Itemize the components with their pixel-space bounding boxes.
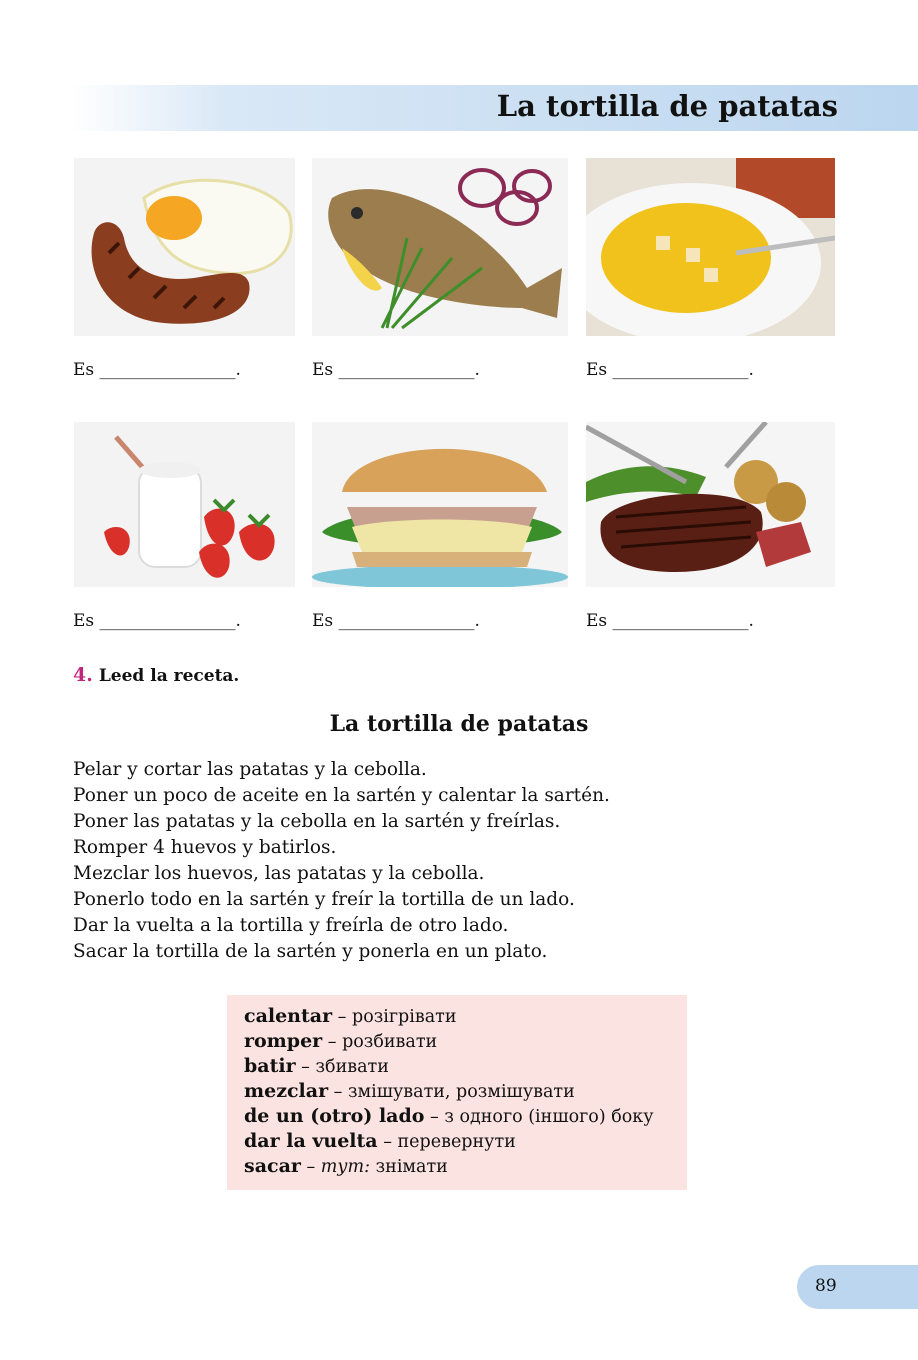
vocabulary-box xyxy=(227,995,687,1190)
recipe-step: Ponerlo todo en la sartén y freír la tortilla de un lado. xyxy=(73,889,575,910)
page-title: La tortilla de patatas xyxy=(496,89,838,123)
recipe-step: Mezclar los huevos, las patatas y la cebolla. xyxy=(73,863,485,884)
answer-blank[interactable]: ________________ xyxy=(612,611,749,631)
recipe-step: Poner un poco de aceite en la sartén y calentar la sartén. xyxy=(73,785,610,806)
soup-bowl-photo xyxy=(586,158,835,336)
recipe-step: Romper 4 huevos y batirlos. xyxy=(73,837,337,858)
answer-blank[interactable]: ________________ xyxy=(99,611,236,631)
caption-3: Es ________________. xyxy=(586,360,754,380)
recipe-step: Poner las patatas y la cebolla en la sartén y freírlas. xyxy=(73,811,561,832)
yogurt-strawberries-photo xyxy=(74,422,295,587)
vocab-entry: de un (otro) lado – з одного (іншого) боку xyxy=(244,1105,654,1127)
vocab-entry: sacar – тут: знімати xyxy=(244,1155,448,1177)
page-number: 89 xyxy=(815,1276,837,1296)
answer-blank[interactable]: ________________ xyxy=(99,360,236,380)
answer-blank[interactable]: ________________ xyxy=(612,360,749,380)
caption-5: Es ________________. xyxy=(312,611,480,631)
task-number: 4. xyxy=(73,664,93,686)
recipe-step: Sacar la tortilla de la sartén y ponerla en un plato. xyxy=(73,941,548,962)
vocab-entry: dar la vuelta – перевернути xyxy=(244,1130,516,1152)
sausage-egg-photo xyxy=(74,158,295,336)
caption-2: Es ________________. xyxy=(312,360,480,380)
vocab-entry: romper – розбивати xyxy=(244,1030,438,1052)
caption-4: Es ________________. xyxy=(73,611,241,631)
answer-blank[interactable]: ________________ xyxy=(338,611,475,631)
steak-photo xyxy=(586,422,835,587)
recipe-step: Dar la vuelta a la tortilla y freírla de otro lado. xyxy=(73,915,509,936)
recipe-steps xyxy=(73,757,610,965)
caption-1: Es ________________. xyxy=(73,360,241,380)
caption-6: Es ________________. xyxy=(586,611,754,631)
task-instruction: Leed la receta. xyxy=(98,666,240,686)
sandwich-photo xyxy=(312,422,568,587)
page-number-tab xyxy=(797,1265,918,1309)
vocab-entry: calentar – розігрівати xyxy=(244,1005,457,1027)
vocab-entry: mezclar – змішувати, розмішувати xyxy=(244,1080,575,1102)
recipe-step: Pelar y cortar las patatas y la cebolla. xyxy=(73,759,427,780)
recipe-title: La tortilla de patatas xyxy=(329,711,589,737)
vocab-entry: batir – збивати xyxy=(244,1055,389,1077)
header-band xyxy=(72,85,918,131)
grilled-fish-photo xyxy=(312,158,568,336)
answer-blank[interactable]: ________________ xyxy=(338,360,475,380)
task-heading xyxy=(73,664,239,686)
